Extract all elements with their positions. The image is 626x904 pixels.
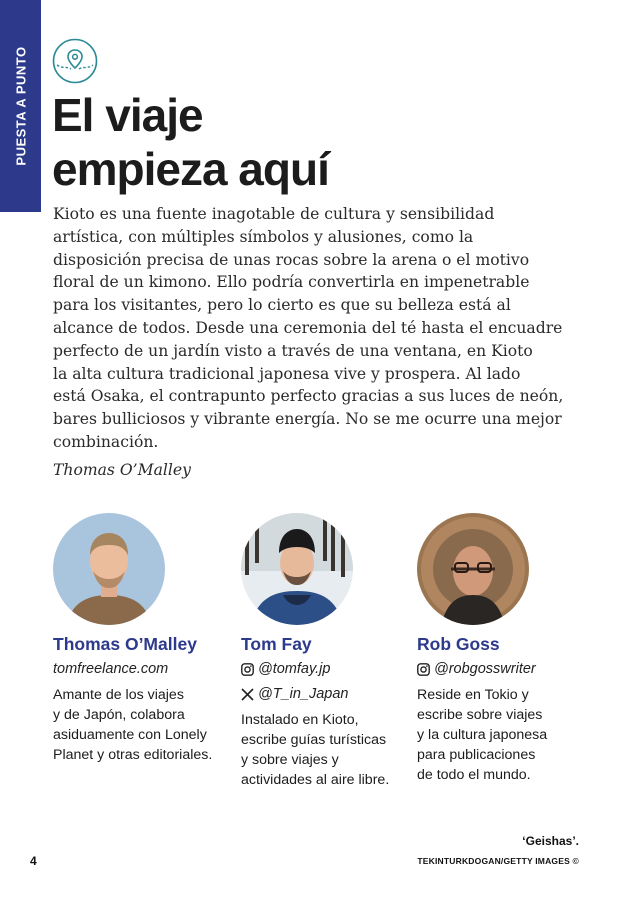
section-tab	[0, 0, 41, 212]
map-pin-icon	[52, 38, 98, 84]
bio-line: para publicaciones	[417, 747, 536, 763]
photo-credit: TEKINTURKDOGAN/GETTY IMAGES ©	[417, 856, 579, 866]
intro-paragraph	[53, 203, 593, 454]
bio-line: de todo el mundo.	[417, 767, 531, 783]
bio-line: escribe sobre viajes	[417, 707, 543, 723]
avatar	[241, 513, 353, 625]
title-line-1: El viaje	[52, 89, 203, 141]
instagram-icon	[417, 663, 430, 676]
intro-line: perfecto de un jardín visto a través de una ventana, en Kioto	[53, 341, 533, 360]
avatar	[417, 513, 529, 625]
bio-line: Reside en Tokio y	[417, 687, 529, 703]
intro-line: está Osaka, el contrapunto perfecto gracias a sus luces de neón,	[53, 387, 564, 406]
intro-line: la alta cultura tradicional japonesa vive y prospera. Al lado	[53, 364, 521, 383]
author-bio	[53, 685, 212, 765]
bio-line: Instalado en Kioto,	[241, 712, 359, 728]
intro-line: artística, con múltiples símbolos y alusiones, como la	[53, 227, 474, 246]
intro-line: disposición precisa de unas rocas sobre la arena o el motivo	[53, 250, 530, 269]
page-number: 4	[30, 854, 37, 868]
website-link[interactable]: tomfreelance.com	[53, 661, 169, 677]
bio-line: asiduamente con Lonely	[53, 727, 207, 743]
bio-line: actividades al aire libre.	[241, 772, 390, 788]
author-name: Rob Goss	[417, 634, 500, 654]
bio-line: y sobre viajes y	[241, 752, 339, 768]
instagram-icon	[241, 663, 254, 676]
author-bio	[241, 710, 389, 790]
instagram-link[interactable]: @robgosswriter	[434, 661, 536, 677]
intro-line: para los visitantes, pero lo cierto es que su belleza está al	[53, 296, 511, 315]
instagram-link[interactable]: @tomfay.jp	[258, 661, 331, 677]
author-card-tomfay	[241, 513, 389, 790]
instagram-handle[interactable]	[241, 659, 389, 679]
author-card-robgoss	[417, 513, 547, 785]
intro-line: combinación.	[53, 432, 159, 451]
avatar	[53, 513, 165, 625]
title-line-2: empieza aquí	[52, 143, 329, 195]
author-card-thomas	[53, 513, 212, 765]
section-tab-label: PUESTA A PUNTO	[13, 46, 28, 166]
author-name: Thomas O’Malley	[53, 634, 197, 654]
bio-line: y la cultura japonesa	[417, 727, 548, 743]
author-signature: Thomas O’Malley	[53, 461, 191, 479]
bio-line: y de Japón, colabora	[53, 707, 185, 723]
bio-line: Planet y otras editoriales.	[53, 747, 213, 763]
author-bio	[417, 685, 547, 785]
x-icon	[241, 688, 254, 701]
author-name: Tom Fay	[241, 634, 312, 654]
x-handle[interactable]	[241, 684, 389, 704]
intro-line: bares bulliciosos y vibrante energía. No se me ocurre una mejor	[53, 410, 562, 429]
intro-line: alcance de todos. Desde una ceremonia del té hasta el encuadre	[53, 318, 563, 337]
page-title	[52, 88, 329, 196]
bio-line: escribe guías turísticas	[241, 732, 387, 748]
intro-line: floral de un kimono. Ello podría convertirla en impenetrable	[53, 273, 530, 292]
intro-line: Kioto es una fuente inagotable de cultura y sensibilidad	[53, 205, 495, 223]
x-link[interactable]: @T_in_Japan	[258, 686, 349, 702]
instagram-handle[interactable]	[417, 659, 547, 679]
bio-line: Amante de los viajes	[53, 687, 184, 703]
photo-caption: ‘Geishas’.	[522, 834, 579, 848]
author-website[interactable]	[53, 659, 212, 679]
